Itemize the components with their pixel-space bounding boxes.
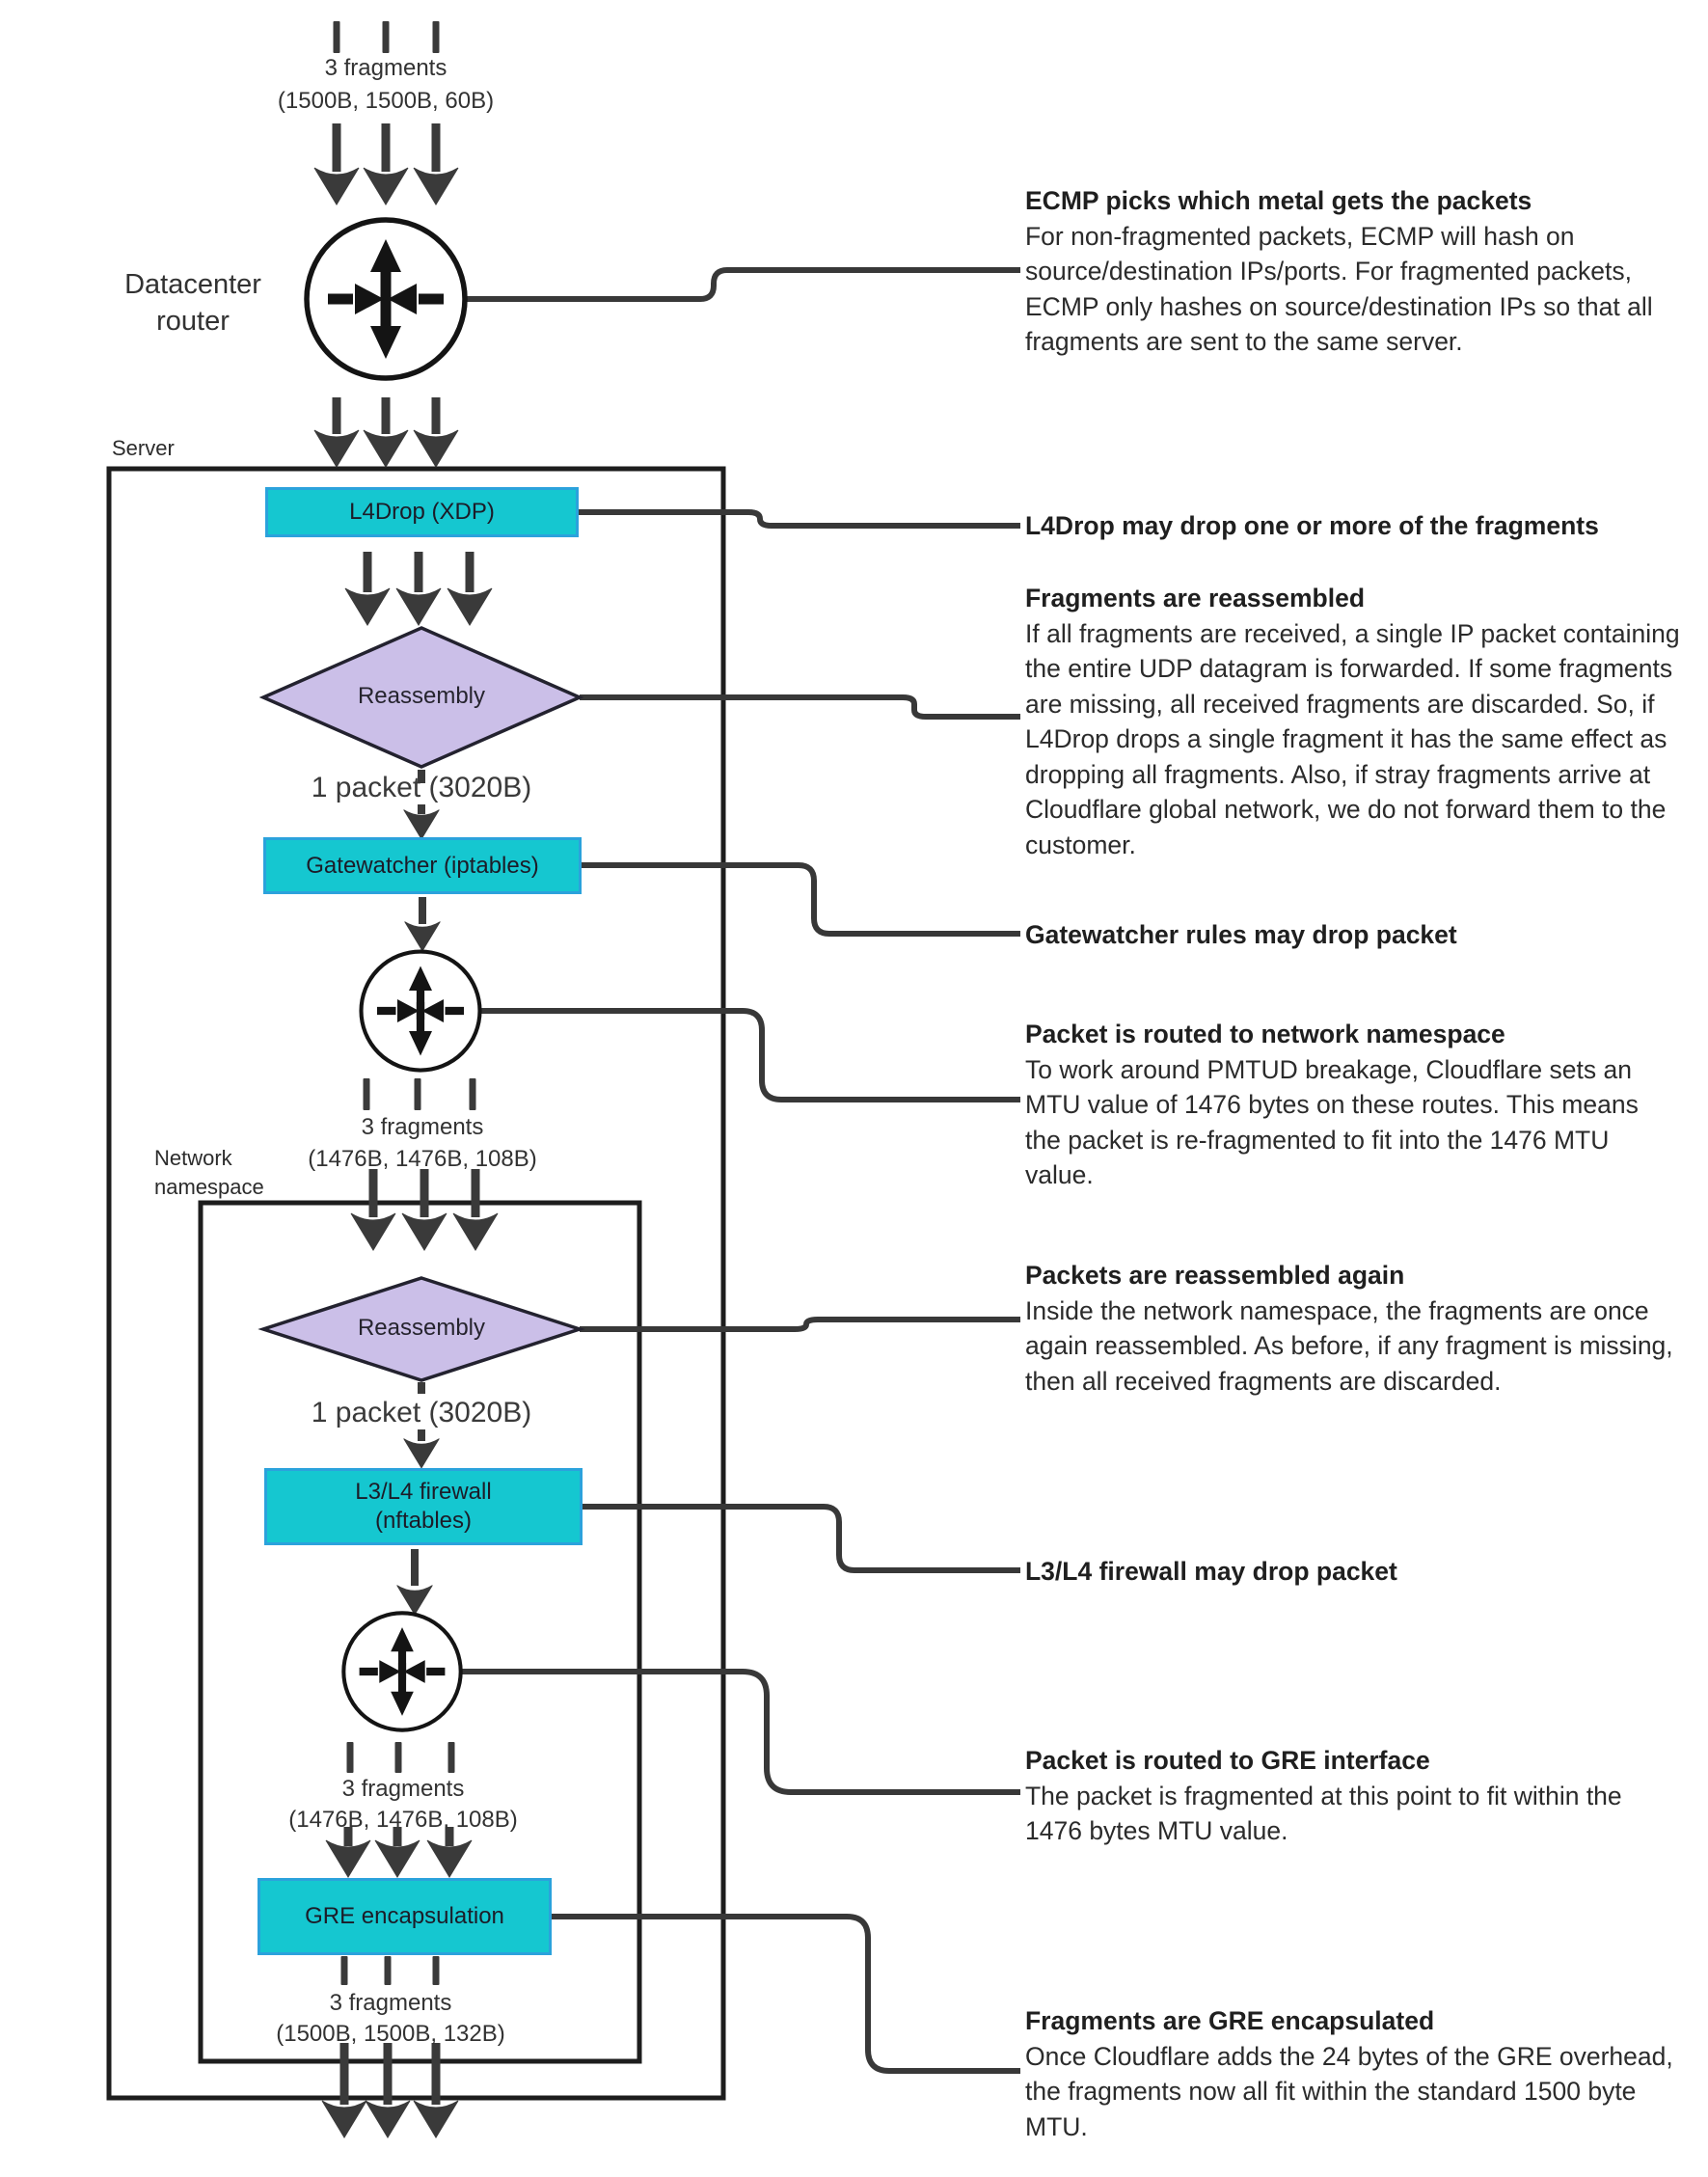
connector-gre-encap (550, 1917, 1020, 2071)
fragment-dashes-output (341, 1956, 440, 1985)
annotation-gatewatcher: Gatewatcher rules may drop packet (1025, 920, 1457, 949)
annotation-ecmp: ECMP picks which metal gets the packets For non-fragmented packets, ECMP will hash on source/destination IPs/ports. For fragmented packets, ECMP only hashes on source/destination IPs so that all fragments are sent to the same server. (1025, 186, 1653, 356)
packet-2-label: 1 packet (3020B) (311, 1397, 532, 1429)
annotation-gre-encapsulated: Fragments are GRE encapsulated Once Cloudflare adds the 24 bytes of the GRE overhead, the fragments now all fit within the standard 1500 byte MTU. (1025, 2006, 1673, 2141)
output-fragments-sizes: (1500B, 1500B, 132B) (276, 2021, 505, 2047)
connector-ecmp (465, 270, 1020, 299)
datacenter-router-icon (307, 220, 465, 378)
namespace-route-icon (343, 1613, 460, 1729)
connector-l3l4 (581, 1507, 1020, 1570)
connector-reassembly2 (580, 1320, 1020, 1329)
routed-fragments-count: 3 fragments (361, 1114, 484, 1140)
annotation-routed-namespace: Packet is routed to network namespace To work around PMTUD breakage, Cloudflare sets an MTU value of 1476 bytes on these routes. This means the packet is re-fragmented to fit into the 1476 MTU value. (1025, 1020, 1639, 1189)
server-label: Server (112, 436, 175, 460)
reassembly-1-label: Reassembly (357, 683, 486, 709)
annotation-reassembled-again: Packets are reassembled again Inside the network namespace, the fragments are once again reassembled. As before, if any fragment is missing, then all received fragments are discarded. (1025, 1261, 1673, 1396)
gre-fragments-count: 3 fragments (341, 1776, 465, 1802)
gre-fragments-sizes: (1476B, 1476B, 108B) (288, 1807, 518, 1833)
arrows-into-server-icon (314, 397, 458, 467)
connector-reassembly1 (580, 697, 1020, 717)
fragment-dashes-mid (364, 1078, 476, 1110)
input-fragments-sizes: (1500B, 1500B, 60B) (277, 88, 495, 114)
gre-encapsulation-box: GRE encapsulation (258, 1878, 552, 1955)
packet-1-label: 1 packet (3020B) (311, 772, 532, 803)
arrows-l4drop-to-reassembly-icon (345, 552, 492, 625)
annotation-l3l4: L3/L4 firewall may drop packet (1025, 1557, 1397, 1586)
arrows-into-router-icon (314, 123, 458, 204)
arrows-into-namespace-icon (351, 1169, 498, 1250)
output-fragments-count: 3 fragments (329, 1990, 452, 2016)
network-namespace-label: Network namespace (154, 1146, 264, 1199)
connector-route-namespace (479, 1011, 1020, 1100)
routed-fragments-sizes: (1476B, 1476B, 108B) (308, 1146, 537, 1172)
input-fragments-count: 3 fragments (324, 55, 447, 81)
reassembly-2-label: Reassembly (357, 1315, 486, 1341)
annotation-gre-interface: Packet is routed to GRE interface The packet is fragmented at this point to fit within the 1476 bytes MTU value. (1025, 1746, 1622, 1845)
server-route-icon (362, 952, 480, 1071)
arrows-output-icon (322, 2043, 458, 2137)
datacenter-router-label: Datacenter router (124, 269, 261, 337)
gatewatcher-box: Gatewatcher (iptables) (263, 837, 582, 894)
annotation-reassembled: Fragments are reassembled If all fragments are received, a single IP packet containing the entire UDP datagram is forwarded. If some fragments are missing, all received fragments are discarded. So, if L4Drop drops a single fragment it has the same effect as dropping all fragments. Also, if stray fragments arrive at Cloudflare global network, we do not forward them to the customer. (1025, 584, 1680, 859)
connector-l4drop (577, 512, 1020, 526)
l4drop-box: L4Drop (XDP) (265, 487, 579, 537)
connector-gatewatcher (580, 865, 1020, 934)
l3l4-firewall-box: L3/L4 firewall (nftables) (264, 1468, 583, 1545)
annotation-l4drop: L4Drop may drop one or more of the fragments (1025, 511, 1599, 540)
fragment-dashes-namespace (347, 1742, 455, 1773)
fragment-dashes-top (334, 21, 440, 53)
